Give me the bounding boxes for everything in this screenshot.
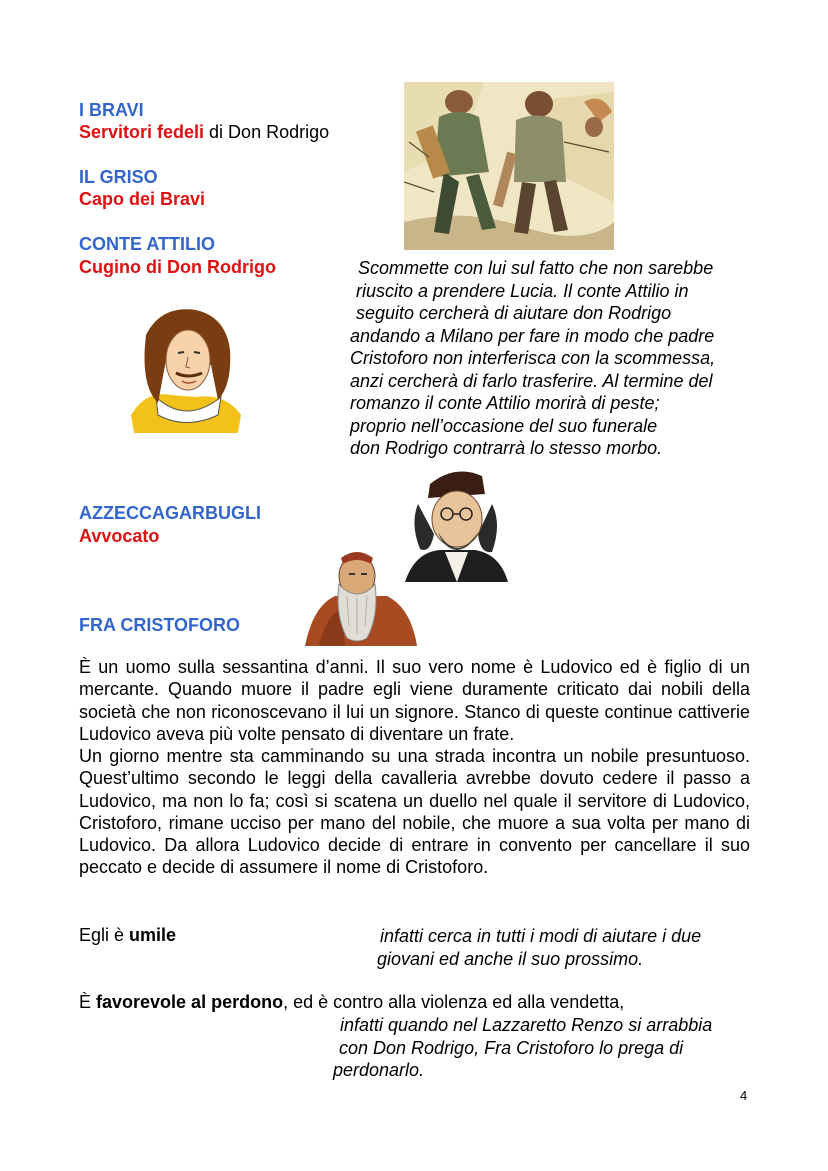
trait-umile-keyword: umile bbox=[129, 925, 177, 945]
bravi-title: I BRAVI bbox=[79, 100, 144, 120]
attilio-role: Cugino di Don Rodrigo bbox=[79, 257, 276, 277]
trait-perdono-prefix: È bbox=[79, 992, 97, 1012]
attilio-desc-line: Scommette con lui sul fatto che non sarebbe bbox=[358, 258, 714, 278]
cristoforo-bio-1: È un uomo sulla sessantina d’anni. Il suo vero nome è Ludovico ed è figlio di un mercante. Quando muore il padre egli viene duramente criticato dai nobili della società che non riconoscevano il lui un signore. Stanco di queste continue cattiverie Ludovico aveva più volte pensato di diventare un frate. bbox=[79, 657, 750, 744]
trait-perdono-line: perdonarlo. bbox=[333, 1060, 425, 1080]
page-number: 4 bbox=[740, 1088, 748, 1103]
attilio-title: CONTE ATTILIO bbox=[79, 234, 215, 254]
attilio-desc-line: seguito cercherà di aiutare don Rodrigo bbox=[356, 303, 672, 323]
trait-perdono bbox=[79, 992, 624, 1013]
trait-perdono-rest: , ed è contro alla violenza ed alla vendetta, bbox=[283, 992, 625, 1012]
attilio-desc-line: proprio nell’occasione del suo funerale bbox=[350, 415, 658, 436]
griso-role: Capo dei Bravi bbox=[79, 189, 206, 209]
attilio-desc-line: don Rodrigo contrarrà lo stesso morbo. bbox=[350, 438, 663, 458]
trait-umile-line: giovani ed anche il suo prossimo. bbox=[377, 948, 644, 969]
trait-perdono-explanation bbox=[333, 1014, 712, 1082]
trait-perdono-line: con Don Rodrigo, Fra Cristoforo lo prega di bbox=[339, 1037, 684, 1058]
trait-perdono-line: infatti quando nel Lazzaretto Renzo si arrabbia bbox=[340, 1015, 713, 1035]
griso-title: IL GRISO bbox=[79, 167, 158, 187]
attilio-desc-line: romanzo il conte Attilio morirà di peste; bbox=[350, 393, 660, 413]
azzecca-role: Avvocato bbox=[79, 526, 160, 546]
cristoforo-title: FRA CRISTOFORO bbox=[79, 615, 240, 635]
attilio-desc-line: Cristoforo non interferisca con la scommessa, bbox=[350, 348, 716, 368]
attilio-desc-line: anzi cercherà di farlo trasferire. Al termine del bbox=[350, 370, 713, 391]
trait-umile bbox=[79, 925, 176, 946]
bravi-role-highlight: Servitori fedeli bbox=[79, 122, 205, 142]
trait-umile-line: infatti cerca in tutti i modi di aiutare i due bbox=[380, 926, 702, 946]
fra-cristoforo-illustration bbox=[305, 546, 417, 646]
bravi-role bbox=[79, 122, 329, 143]
attilio-description bbox=[350, 257, 715, 460]
bravi-illustration bbox=[404, 82, 614, 250]
bravi-role-rest: di Don Rodrigo bbox=[204, 122, 330, 142]
trait-perdono-keyword: favorevole al perdono bbox=[96, 992, 284, 1012]
trait-umile-explanation bbox=[377, 925, 701, 970]
cristoforo-bio-2: Un giorno mentre sta camminando su una strada incontra un nobile presuntuoso. Quest’ultimo secondo le leggi della cavalleria avrebbe dovuto cedere il passo a Ludovico, ma non lo fa; così si scatena un duello nel quale il servitore di Ludovico, Cristoforo, rimane ucciso per mano del nobile, che muore a sua volta per mano di Ludovico. Da allora Ludovico decide di entrare in convento per cancellare il suo peccato e decide di assumere il nome di Cristoforo. bbox=[79, 746, 750, 878]
attilio-desc-line: riuscito a prendere Lucia. Il conte Attilio in bbox=[356, 280, 689, 301]
trait-umile-prefix: Egli è bbox=[79, 925, 130, 945]
attilio-desc-line: andando a Milano per fare in modo che padre bbox=[350, 325, 715, 346]
azzecca-title: AZZECCAGARBUGLI bbox=[79, 503, 261, 523]
conte-attilio-illustration bbox=[126, 305, 246, 433]
